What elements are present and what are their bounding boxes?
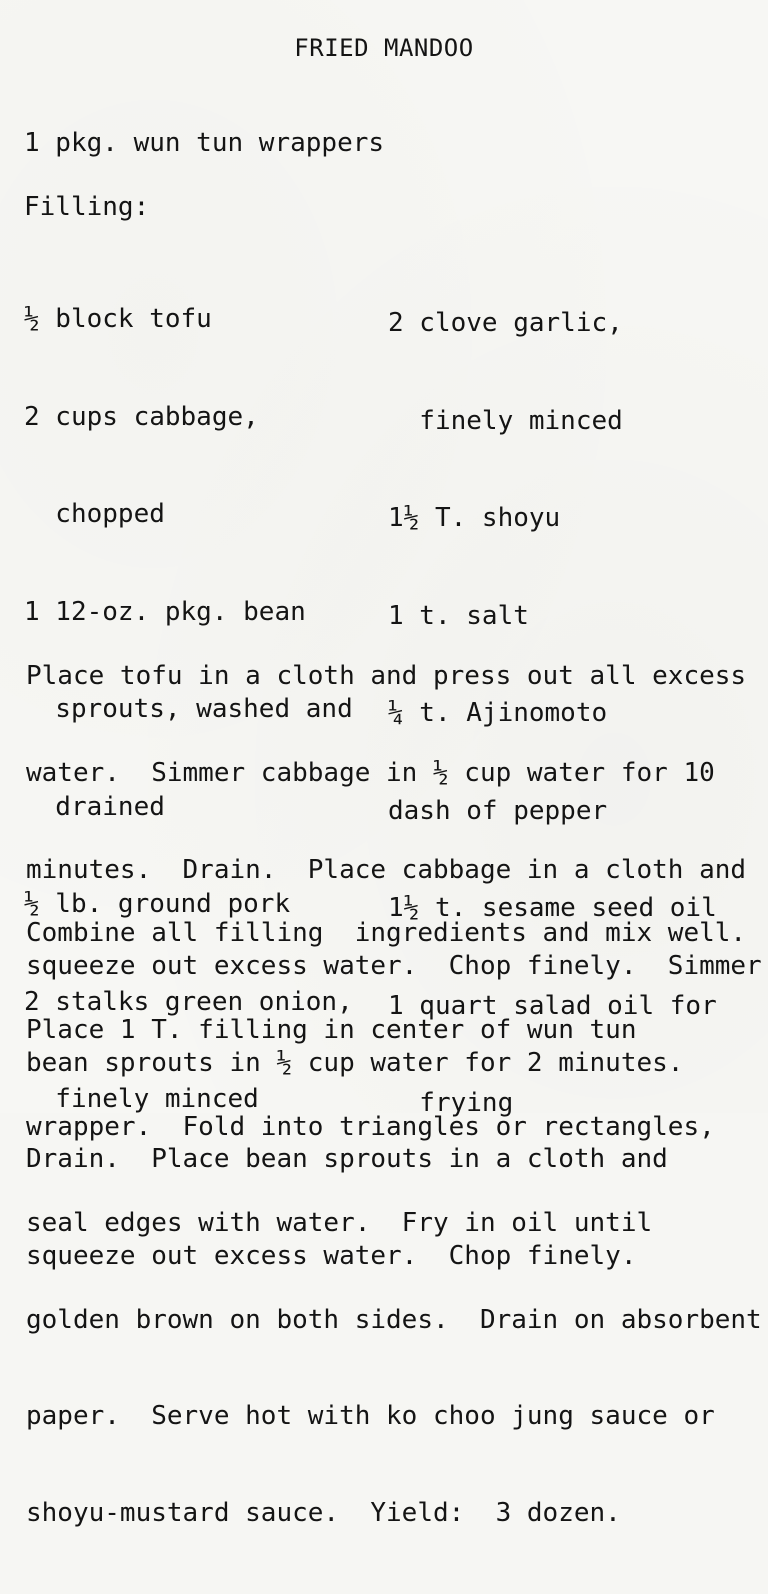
ingredient-line: chopped <box>24 499 165 529</box>
paragraph-line: golden brown on both sides. Drain on absorbent <box>26 1304 762 1335</box>
ingredient-line: 2 stalks green onion, <box>24 986 353 1017</box>
paragraph-line: squeeze out excess water. Chop finely. Simmer <box>26 951 762 982</box>
paragraph-line: Place tofu in a cloth and press out all excess <box>26 661 747 692</box>
paragraph-line: water. Simmer cabbage in ½ cup water for 10 <box>26 758 715 789</box>
ingredient-line: 1½ t. sesame seed oil <box>388 893 717 923</box>
paragraph-line: Drain. Place bean sprouts in a cloth and <box>26 1144 668 1175</box>
paragraph-line: seal edges with water. Fry in oil until <box>26 1208 653 1239</box>
ingredient-line: 1 quart salad oil for <box>388 990 717 1021</box>
ingredient-line: 2 clove garlic, <box>388 308 623 338</box>
ingredient-line: drained <box>24 791 165 822</box>
ingredient-line: ¼ t. Ajinomoto <box>388 698 608 728</box>
ingredient-line: 1 t. salt <box>388 600 529 631</box>
paragraph-line: paper. Serve hot with ko choo jung sauce or <box>26 1401 715 1432</box>
ingredient-line: ½ block tofu <box>24 304 212 334</box>
ingredient-line: finely minced <box>388 405 623 436</box>
ingredient-line: dash of pepper <box>388 795 608 826</box>
ingredient-line: 2 cups cabbage, <box>24 401 259 432</box>
cooking-paragraph <box>26 853 762 1594</box>
ingredient-line: sprouts, washed and <box>24 694 353 724</box>
ingredient-line: 1 12-oz. pkg. bean <box>24 596 306 627</box>
paragraph-line: bean sprouts in ½ cup water for 2 minutes. <box>26 1047 684 1078</box>
ingredient-line: frying <box>388 1088 514 1118</box>
ingredient-line: 1½ T. shoyu <box>388 503 561 533</box>
filling-heading: Filling: <box>24 192 150 222</box>
ingredient-line: ½ lb. ground pork <box>24 889 291 919</box>
paragraph-line: minutes. Drain. Place cabbage in a cloth and <box>26 854 747 885</box>
paragraph-line: Combine all filling ingredients and mix well. <box>26 918 747 949</box>
ingredient-line: finely minced <box>24 1084 259 1114</box>
paragraph-line: shoyu-mustard sauce. Yield: 3 dozen. <box>26 1498 621 1529</box>
wrapper-ingredient: 1 pkg. wun tun wrappers <box>24 128 385 158</box>
paragraph-line: squeeze out excess water. Chop finely. <box>26 1241 637 1272</box>
paragraph-line: Place 1 T. filling in center of wun tun <box>26 1015 637 1046</box>
recipe-title: FRIED MANDOO <box>294 34 474 62</box>
paragraph-line: wrapper. Fold into triangles or rectangles, <box>26 1111 715 1142</box>
